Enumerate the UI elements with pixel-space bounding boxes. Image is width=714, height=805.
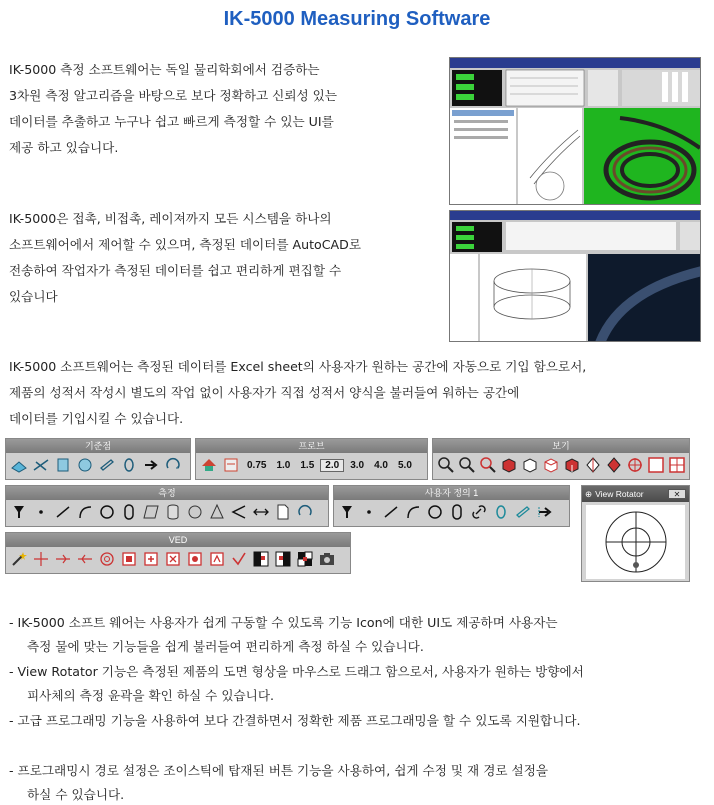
probe-calibrate-icon[interactable] — [199, 455, 219, 475]
bullet-ui — [9, 611, 558, 659]
ved-box1-icon[interactable] — [119, 549, 139, 569]
check-icon[interactable] — [229, 549, 249, 569]
datum-plane-icon[interactable] — [9, 455, 29, 475]
toolbar-title: 사용자 정의 1 — [334, 486, 569, 500]
datum-sphere-icon[interactable] — [75, 455, 95, 475]
probe-size-0.75[interactable]: 0.75 — [247, 459, 267, 471]
view-right-icon[interactable] — [583, 455, 602, 475]
paragraph-line: 데이터를 기입시킬 수 있습니다. — [9, 411, 184, 426]
sphere-icon[interactable] — [185, 502, 205, 522]
datum-axis-icon[interactable] — [31, 455, 51, 475]
ved-box3-icon[interactable] — [163, 549, 183, 569]
zoom-out-icon[interactable] — [478, 455, 497, 475]
crosshair-icon[interactable] — [31, 549, 51, 569]
probe-select-icon[interactable] — [221, 455, 241, 475]
page-title: IK-5000 Measuring Software — [223, 8, 491, 30]
view-iso-icon[interactable] — [499, 455, 518, 475]
probe-size-1.5[interactable]: 1.5 — [300, 459, 315, 471]
paragraph-line: IK-5000은 접촉, 비접촉, 레이져까지 모든 시스템을 하나의 — [9, 211, 332, 226]
view-split-icon[interactable] — [667, 455, 686, 475]
view-target-icon[interactable] — [625, 455, 644, 475]
arc-icon[interactable] — [75, 502, 95, 522]
datum-cylinder-icon[interactable] — [53, 455, 73, 475]
checker-icon[interactable] — [295, 549, 315, 569]
ved-box5-icon[interactable] — [207, 549, 227, 569]
system-paragraph — [9, 206, 361, 310]
edge-left-icon[interactable] — [53, 549, 73, 569]
intro-paragraph — [9, 57, 337, 161]
probe-size-4.0[interactable]: 4.0 — [374, 459, 388, 471]
slot-icon[interactable] — [447, 502, 467, 522]
datum-slot-icon[interactable] — [97, 455, 117, 475]
distance-icon[interactable] — [251, 502, 271, 522]
datum-arrow-icon[interactable] — [141, 455, 161, 475]
software-screenshot-1 — [449, 57, 701, 205]
ved-box2-icon[interactable] — [141, 549, 161, 569]
bullet-line: - IK-5000 소프트 웨어는 사용자가 쉽게 구동할 수 있도록 기능 Icon에 대한 UI도 제공하며 사용자는 — [9, 615, 558, 630]
line-icon[interactable] — [381, 502, 401, 522]
view-front-icon[interactable] — [520, 455, 539, 475]
bullet-programming — [9, 709, 581, 733]
view-rotator-window[interactable] — [581, 485, 690, 582]
cylinder-icon[interactable] — [163, 502, 183, 522]
bullet-line: - View Rotator 기능은 측정된 제품의 도면 형상을 마우스로 드래그 함으로서, 사용자가 원하는 방향에서 — [9, 664, 584, 679]
view-toolbar — [432, 438, 690, 480]
zero-icon[interactable] — [491, 502, 511, 522]
target-circle-icon[interactable] — [97, 549, 117, 569]
slot-icon[interactable] — [119, 502, 139, 522]
bullet-line: - 고급 프로그래밍 기능을 사용하여 보다 간결하면서 정확한 제품 프로그래밍을 할 수 있도록 지원합니다. — [9, 713, 581, 728]
line-icon[interactable] — [53, 502, 73, 522]
paragraph-line: 전송하여 작업자가 측정된 데이터를 쉽고 편리하게 편집할 수 — [9, 263, 342, 278]
camera-icon[interactable] — [317, 549, 337, 569]
rotator-title: View Rotator — [595, 489, 644, 499]
point-icon[interactable] — [31, 502, 51, 522]
bullet-line: 하실 수 있습니다. — [27, 787, 125, 802]
zoom-in-icon[interactable] — [457, 455, 476, 475]
view-side-icon[interactable] — [562, 455, 581, 475]
toolbar-title: 기준점 — [6, 439, 190, 453]
slope-icon[interactable] — [513, 502, 533, 522]
paragraph-line: 데이터를 추출하고 누구나 쉽고 빠르게 측정할 수 있는 UI를 — [9, 114, 334, 129]
probe-size-1.0[interactable]: 1.0 — [276, 459, 291, 471]
datum-zero-icon[interactable] — [119, 455, 139, 475]
recalc-icon[interactable] — [295, 502, 315, 522]
plane-icon[interactable] — [141, 502, 161, 522]
view-single-icon[interactable] — [646, 455, 665, 475]
rotator-canvas[interactable] — [586, 505, 685, 579]
rotator-move-icon[interactable]: ⊕ — [585, 488, 593, 499]
probe-size-5.0[interactable]: 5.0 — [398, 459, 412, 471]
toolbar-title: 보기 — [433, 439, 689, 453]
datum-toolbar — [5, 438, 191, 480]
circle-icon[interactable] — [425, 502, 445, 522]
probe-size-2.0[interactable]: 2.0 — [320, 459, 344, 472]
software-screenshot-2 — [449, 210, 701, 342]
paragraph-line: IK-5000 측정 소프트웨어는 독일 물리학회에서 검증하는 — [9, 62, 320, 77]
probe-size-3.0[interactable]: 3.0 — [350, 459, 365, 471]
view-top-icon[interactable] — [541, 455, 560, 475]
paragraph-line: 소프트웨어에서 제어할 수 있으며, 측정된 데이터를 AutoCAD로 — [9, 237, 362, 252]
datum-rotate-icon[interactable] — [163, 455, 183, 475]
paragraph-line: 제품의 성적서 작성시 별도의 작업 없이 사용자가 직접 성적서 양식을 불러들여 워하는 공간에 — [9, 385, 520, 400]
bullet-path-setting — [9, 759, 548, 805]
probe-tip-icon[interactable] — [337, 502, 357, 522]
arrow-icon[interactable] — [535, 502, 555, 522]
half-box-alt-icon[interactable] — [273, 549, 293, 569]
zoom-window-icon[interactable] — [436, 455, 455, 475]
measure-toolbar — [5, 485, 329, 527]
cone-icon[interactable] — [207, 502, 227, 522]
ved-toolbar — [5, 532, 351, 574]
toolbar-title: 측정 — [6, 486, 328, 500]
document-icon[interactable] — [273, 502, 293, 522]
view-left-icon[interactable] — [604, 455, 623, 475]
bullet-line: 피사체의 측정 윤곽을 확인 하실 수 있습니다. — [27, 688, 275, 703]
excel-paragraph — [9, 354, 586, 432]
link-icon[interactable] — [469, 502, 489, 522]
circle-icon[interactable] — [97, 502, 117, 522]
angle-icon[interactable] — [229, 502, 249, 522]
bullet-view-rotator — [9, 660, 584, 708]
probe-tip-icon[interactable] — [9, 502, 29, 522]
toolbar-title: VED — [6, 533, 350, 547]
paragraph-line: 3차원 측정 알고리즘을 바탕으로 보다 정확하고 신뢰성 있는 — [9, 88, 338, 103]
ved-box4-icon[interactable] — [185, 549, 205, 569]
user-defined-toolbar — [333, 485, 570, 527]
probe-toolbar — [195, 438, 428, 480]
bullet-line: 측정 물에 맞는 기능들을 쉽게 불러들여 편리하게 측정 하실 수 있습니다. — [27, 639, 424, 654]
half-box-icon[interactable] — [251, 549, 271, 569]
paragraph-line: 제공 하고 있습니다. — [9, 140, 119, 155]
bullet-line: - 프로그래밍시 경로 설정은 조이스틱에 탑재된 버튼 기능을 사용하여, 쉽게 수정 및 재 경로 설정을 — [9, 763, 549, 778]
toolbar-title: 프로브 — [196, 439, 427, 453]
paragraph-line: IK-5000 소프트웨어는 측정된 데이터를 Excel sheet의 사용자가 원하는 공간에 자동으로 기입 함으로서, — [9, 359, 587, 374]
point-icon[interactable] — [359, 502, 379, 522]
paragraph-line: 있습니다 — [9, 289, 58, 304]
close-button[interactable]: ✕ — [668, 489, 686, 499]
wand-icon[interactable] — [9, 549, 29, 569]
edge-right-icon[interactable] — [75, 549, 95, 569]
arc-icon[interactable] — [403, 502, 423, 522]
